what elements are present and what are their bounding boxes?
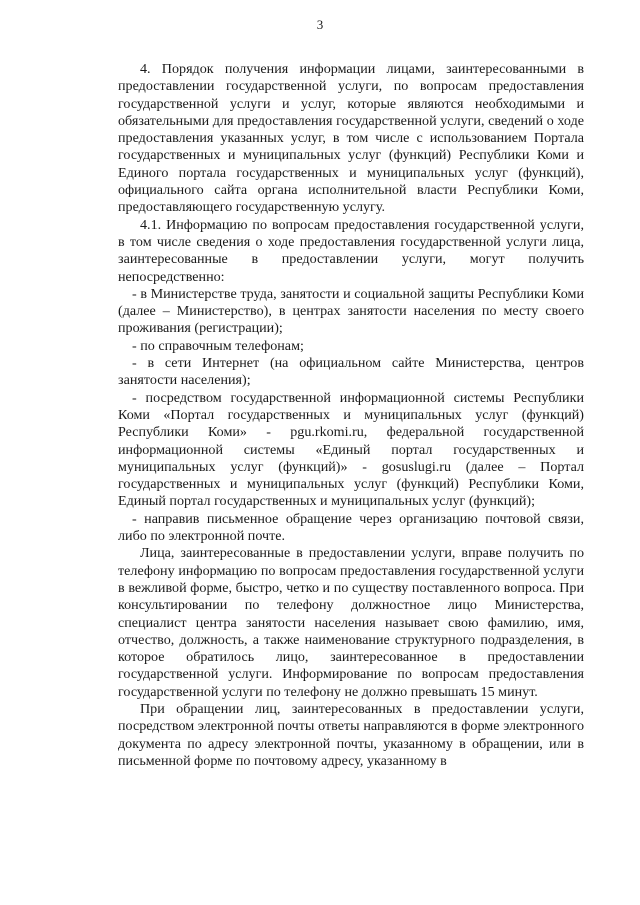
page-number: 3 <box>316 17 324 32</box>
list-item-ministry: - в Министерстве труда, занятости и социальной защиты Республики Коми (далее – Министерство), в центрах занятости населения по месту своего проживания (регистрации); <box>118 285 584 337</box>
list-item-internet: - в сети Интернет (на официальном сайте Министерства, центров занятости населения); <box>118 355 584 389</box>
paragraph-email-requests: При обращении лиц, заинтересованных в предоставлении услуги, посредством электронной почты ответы направляются в форме электронного документа по адресу электронной почты, указанному в обращении, или в письменной форме по почтовому адресу, указанному в <box>118 700 584 769</box>
list-item-phones: - по справочным телефонам; <box>132 337 304 354</box>
document-body <box>118 61 584 770</box>
paragraph-phone-consulting: Лица, заинтересованные в предоставлении услуги, вправе получить по телефону информацию по вопросам предоставления государственной услуги в вежливой форме, быстро, четко и по существу поставленного вопроса. При консультировании по телефону должностное лицо Министерства, специалист центра занятости населения называет свою фамилию, имя, отчество, должность, а также наименование структурного подразделения, в которое обратилось лицо, заинтересованное в предоставлении государственной услуги. Информирование по вопросам предоставления государственной услуги по телефону не должно превышать 15 минут. <box>118 545 584 700</box>
list-item-portals: - посредством государственной информационной системы Республики Коми «Портал государственных и муниципальных услуг (функций) Республики Коми» - pgu.rkomi.ru, федеральной государственной информационной системы «Единый портал государственных и муниципальных услуг (функций)» - gosuslugi.ru (далее – Портал государственных и муниципальных услуг (функций) Республики Коми, Единый портал государственных и муниципальных услуг (функций); <box>118 389 584 510</box>
list-item-written-request: - направив письменное обращение через организацию почтовой связи, либо по электронной почте. <box>118 510 584 545</box>
paragraph-clause-4-1: 4.1. Информацию по вопросам предоставления государственной услуги, в том числе сведения о ходе предоставления государственной услуги лица, заинтересованные в предоставлении услуги, могут получить непосредственно: <box>118 216 584 285</box>
paragraph-info-procedure: 4. Порядок получения информации лицами, заинтересованными в предоставлении государственной услуги, по вопросам предоставления государственной услуги и услуг, которые являются необходимыми и обязательными для предоставления государственной услуги, сведений о ходе предоставления указанных услуг, в том числе с использованием Портала государственных и муниципальных услуг (функций) Республики Коми и Единого портала государственных и муниципальных услуг (функций), официального сайта органа исполнительной власти Республики Коми, предоставляющего государственную услугу. <box>118 61 584 216</box>
